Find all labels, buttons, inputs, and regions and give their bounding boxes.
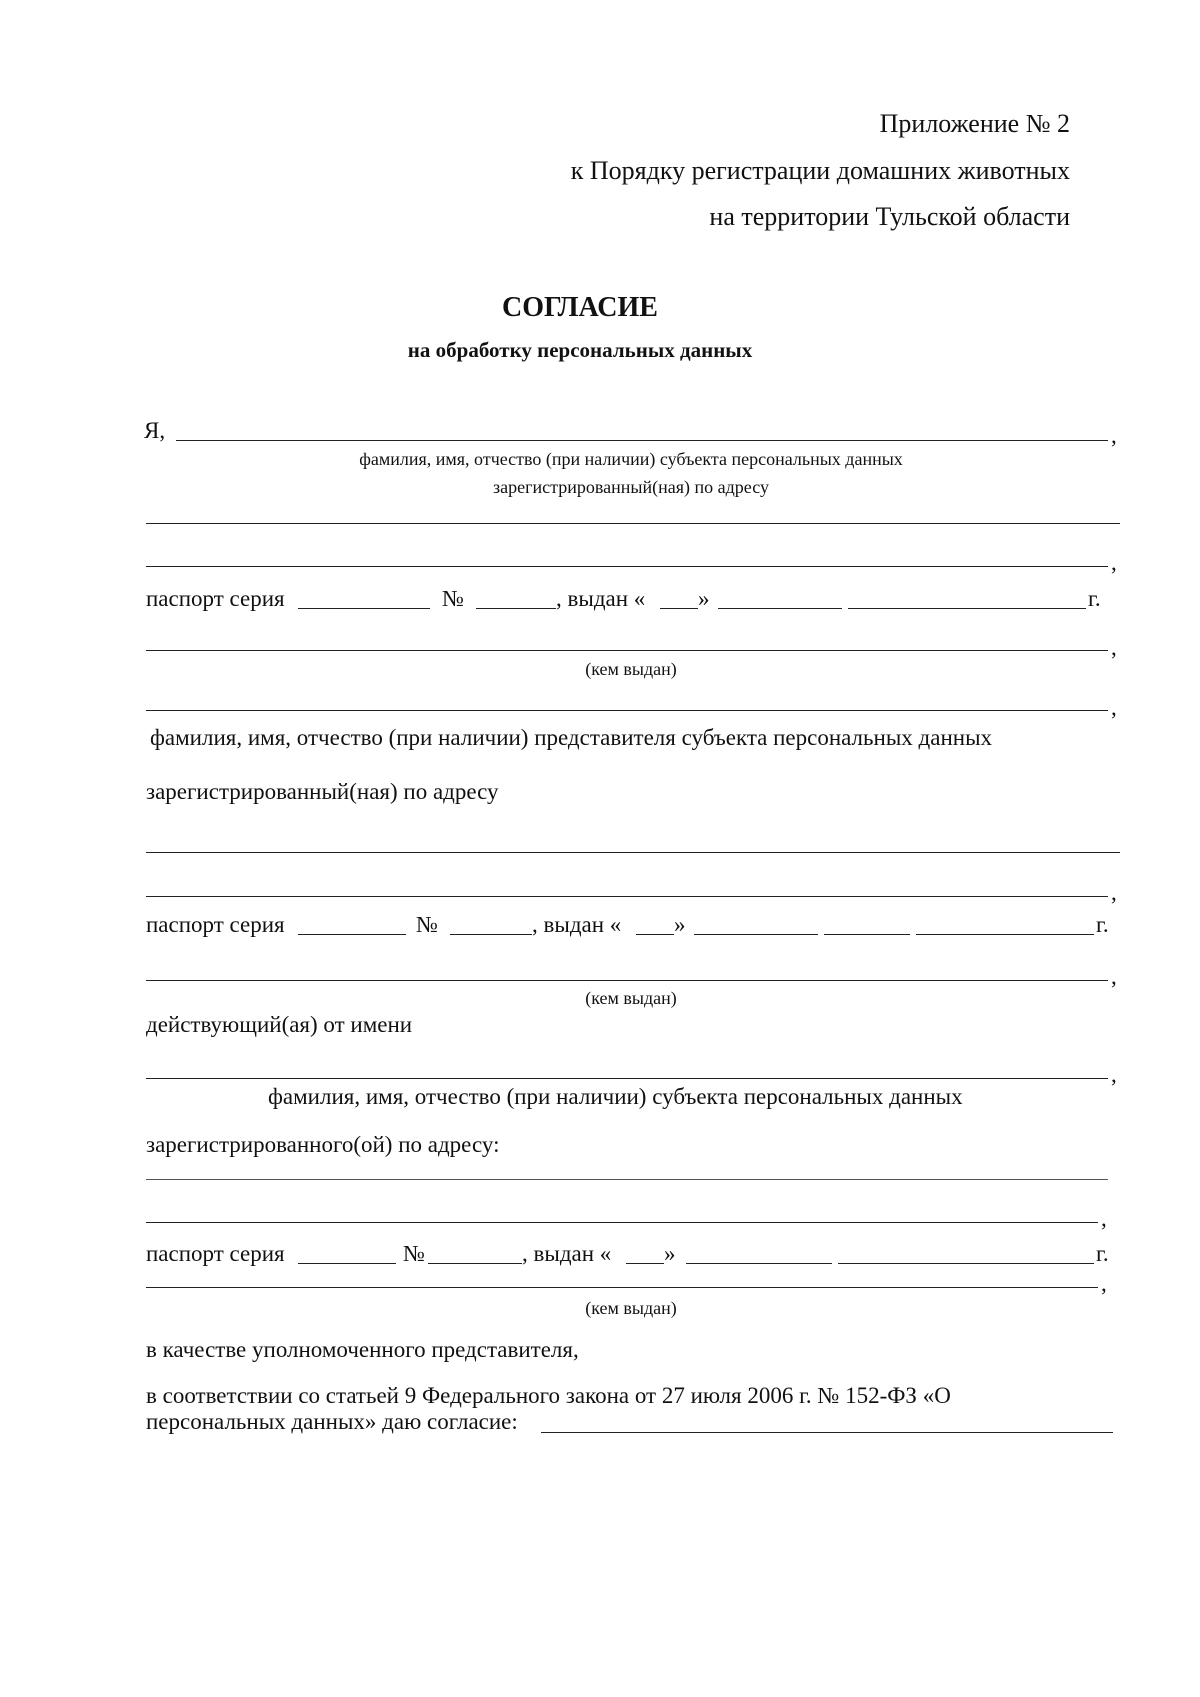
representative-address-line-2[interactable] <box>146 896 1108 897</box>
representative-passport-year-field[interactable] <box>916 934 1094 935</box>
subject-address-caption: зарегистрированный(ная) по адресу <box>493 477 769 497</box>
subject-passport-series-field[interactable] <box>298 608 430 609</box>
principal-passport-year-field[interactable] <box>838 1263 1094 1264</box>
subject-issued-by-line[interactable] <box>146 650 1108 651</box>
principal-passport-issued-label: , выдан « <box>522 1241 612 1266</box>
subject-passport-issued-label: , выдан « <box>556 586 646 611</box>
year-suffix: г. <box>1096 912 1109 937</box>
comma: , <box>1111 423 1117 448</box>
capacity-statement: в качестве уполномоченного представителя, <box>146 1337 579 1362</box>
subject-fio-caption: фамилия, имя, отчество (при наличии) субъекта персональных данных <box>359 449 903 469</box>
document-subtitle: на обработку персональных данных <box>407 338 753 362</box>
representative-fio-line[interactable] <box>146 710 1108 711</box>
acting-on-behalf-label: действующий(ая) от имени <box>146 1012 413 1037</box>
subject-address-line-2[interactable] <box>146 566 1108 567</box>
principal-passport-day-field[interactable] <box>626 1263 664 1264</box>
representative-passport-year-prefix-field[interactable] <box>824 934 910 935</box>
year-suffix: г. <box>1088 586 1101 611</box>
subject-fio-line[interactable] <box>176 440 1108 441</box>
representative-issued-by-line[interactable] <box>146 980 1108 981</box>
principal-passport-number-field[interactable] <box>428 1263 522 1264</box>
appendix-number: Приложение № 2 <box>879 109 1070 138</box>
comma: , <box>1111 695 1117 720</box>
subject-prefix: Я, <box>144 418 166 443</box>
document-title: СОГЛАСИЕ <box>502 292 658 323</box>
representative-address-line-1[interactable] <box>146 852 1120 853</box>
law-reference-line-1: в соответствии со статьей 9 Федерального закона от 27 июля 2006 г. № 152-ФЗ «О <box>146 1383 951 1408</box>
subject-passport-series-label: паспорт серия <box>146 586 285 611</box>
comma: , <box>1111 635 1117 660</box>
appendix-reference: к Порядку регистрации домашних животных <box>570 156 1070 185</box>
representative-passport-issued-label: , выдан « <box>532 912 622 937</box>
principal-fio-caption: фамилия, имя, отчество (при наличии) субъекта персональных данных <box>268 1084 963 1109</box>
principal-fio-line[interactable] <box>146 1078 1108 1079</box>
principal-address-line-2[interactable] <box>146 1222 1098 1223</box>
representative-passport-series-label: паспорт серия <box>146 912 285 937</box>
quote-close: » <box>698 586 710 611</box>
principal-passport-series-field[interactable] <box>298 1263 396 1264</box>
subject-passport-day-field[interactable] <box>660 608 698 609</box>
quote-close: » <box>664 1241 676 1266</box>
subject-address-line-1[interactable] <box>146 523 1120 524</box>
subject-passport-month-field[interactable] <box>718 608 842 609</box>
principal-passport-series-label: паспорт серия <box>146 1241 285 1266</box>
principal-issued-by-line[interactable] <box>146 1287 1098 1288</box>
principal-address-label: зарегистрированного(ой) по адресу: <box>146 1132 500 1157</box>
principal-passport-month-field[interactable] <box>686 1263 832 1264</box>
law-reference-line-2: персональных данных» даю согласие: <box>146 1409 518 1434</box>
subject-passport-number-field[interactable] <box>476 608 556 609</box>
appendix-region: на территории Тульской области <box>709 202 1070 231</box>
principal-passport-number-label: № <box>403 1241 425 1266</box>
representative-passport-series-field[interactable] <box>298 934 406 935</box>
subject-issued-by-caption: (кем выдан) <box>585 659 677 679</box>
representative-passport-day-field[interactable] <box>636 934 674 935</box>
comma: , <box>1111 550 1117 575</box>
comma: , <box>1111 1062 1117 1087</box>
principal-address-line-1[interactable] <box>146 1179 1108 1180</box>
comma: , <box>1101 1206 1107 1231</box>
representative-address-label: зарегистрированный(ная) по адресу <box>146 779 499 804</box>
consent-signature-line[interactable] <box>541 1432 1113 1433</box>
representative-passport-number-label: № <box>416 912 438 937</box>
comma: , <box>1111 964 1117 989</box>
quote-close: » <box>674 912 686 937</box>
subject-passport-number-label: № <box>442 586 464 611</box>
representative-passport-month-field[interactable] <box>694 934 818 935</box>
representative-fio-caption: фамилия, имя, отчество (при наличии) представителя субъекта персональных данных <box>150 725 993 750</box>
representative-issued-by-caption: (кем выдан) <box>585 988 677 1008</box>
comma: , <box>1101 1271 1107 1296</box>
comma: , <box>1111 880 1117 905</box>
principal-issued-by-caption: (кем выдан) <box>585 1298 677 1318</box>
year-suffix: г. <box>1096 1241 1109 1266</box>
subject-passport-year-field[interactable] <box>848 608 1086 609</box>
representative-passport-number-field[interactable] <box>450 934 532 935</box>
